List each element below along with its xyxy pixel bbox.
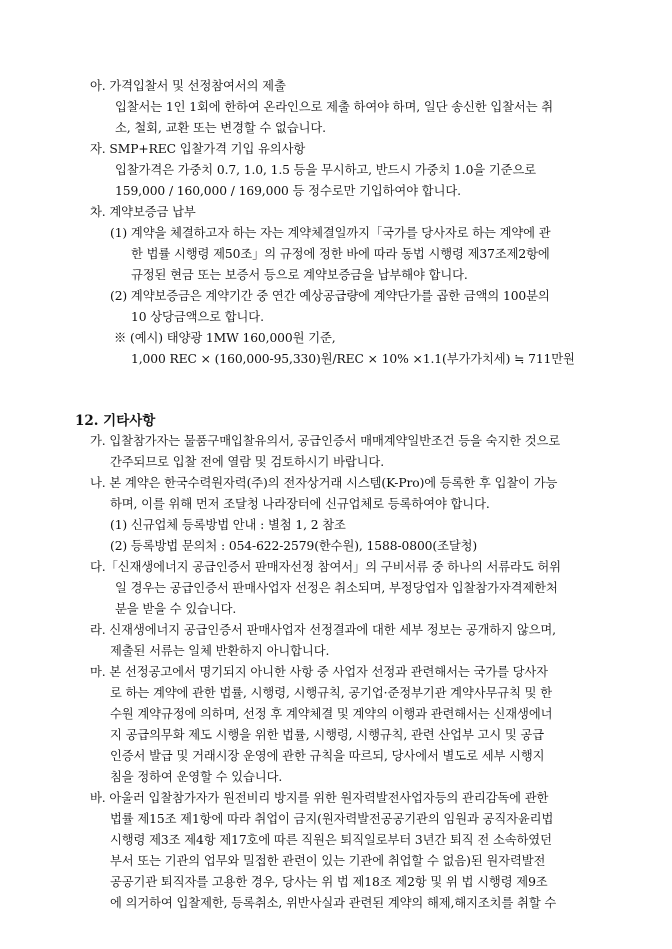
section-cha-title: 차. 계약보증금 납부 [90, 205, 196, 219]
item-ma-line-4: 지 공급의무화 제도 시행을 위한 법률, 시행령, 시행규칙, 관련 산업부 고시 및 공급 [110, 728, 545, 742]
item-ba-line-3: 시행령 제3조 제4항 제17호에 따른 직원은 퇴직일로부터 3년간 퇴직 전 소속하였던 [110, 833, 552, 847]
section-12-heading: 12. 기타사항 [75, 413, 156, 429]
item-ma-line-2: 로 하는 계약에 관한 법률, 시행령, 시행규칙, 공기업·준정부기관 계약사무규칙 및 한 [110, 686, 553, 700]
section-a-line-2: 소, 철회, 교환 또는 변경할 수 없습니다. [115, 121, 326, 135]
item-na-sub-1: (1) 신규업체 등록방법 안내 : 별첨 1, 2 참조 [110, 518, 346, 532]
section-cha-item-1-line-2: 한 법률 시행령 제50조」의 규정에 정한 바에 따라 동법 시행령 제37조제2항에 [131, 247, 550, 261]
item-na-sub-2: (2) 등록방법 문의처 : 054-622-2579(한수원), 1588-0800(조달청) [110, 539, 478, 553]
item-na-line-2: 하며, 이를 위해 먼저 조달청 나라장터에 신규업체로 등록하여야 합니다. [110, 497, 490, 511]
item-ba-line-1: 바. 아울러 입찰참가자가 원전비리 방지를 위한 원자력발전사업자등의 관리감독에 관한 [90, 791, 549, 805]
item-da-line-3: 분을 받을 수 있습니다. [115, 602, 237, 616]
item-ra-line-2: 제출된 서류는 일체 반환하지 아니합니다. [110, 644, 330, 658]
section-cha-item-1-line-3: 규정된 현금 또는 보증서 등으로 계약보증금을 납부해야 합니다. [131, 268, 468, 282]
section-ja-line-1: 입찰가격은 가중치 0.7, 1.0, 1.5 등을 무시하고, 반드시 가중치 1.0을 기준으로 [115, 163, 537, 177]
item-ba-line-4: 부서 또는 기관의 업무와 밀접한 관련이 있는 기관에 취업할 수 없음)된 원자력발전 [110, 854, 546, 868]
section-ja-title: 자. SMP+REC 입찰가격 기입 유의사항 [90, 142, 306, 156]
item-ma-line-3: 수원 계약규정에 의하며, 선정 후 계약체결 및 계약의 이행과 관련해서는 신재생에너 [110, 707, 553, 721]
section-cha-example-line-1: ※ (예시) 태양광 1MW 160,000원 기준, [114, 331, 336, 345]
item-ga-line-2: 간주되므로 입찰 전에 열람 및 검토하시기 바랍니다. [110, 455, 385, 469]
item-ma-line-5: 인증서 발급 및 거래시장 운영에 관한 규칙을 따르되, 당사에서 별도로 세부 시행지 [110, 749, 545, 763]
item-ma-line-6: 침을 정하여 운영할 수 있습니다. [110, 770, 283, 784]
section-ja-line-2: 159,000 / 160,000 / 169,000 등 정수로만 기입하여야 합니다. [115, 184, 461, 198]
section-cha-example-line-2: 1,000 REC × (160,000-95,330)원/REC × 10% ×1.1(부가가치세) ≒ 711만원 [131, 352, 575, 366]
item-ba-line-2: 법률 제15조 제1항에 따라 취업이 금지(원자력발전공공기관의 임원과 공직자윤리법 [110, 812, 554, 826]
section-a-title: 아. 가격입찰서 및 선정참여서의 제출 [90, 79, 286, 93]
section-cha-item-2-line-1: (2) 계약보증금은 계약기간 중 연간 예상공급량에 계약단가를 곱한 금액의 100분의 [110, 289, 550, 303]
section-cha-item-1-line-1: (1) 계약을 체결하고자 하는 자는 계약체결일까지「국가를 당사자로 하는 계약에 관 [110, 226, 551, 240]
item-da-line-2: 일 경우는 공급인증서 판매사업자 선정은 취소되며, 부정당업자 입찰참가자격제한처 [115, 581, 558, 595]
item-ba-line-5: 공공기관 퇴직자를 고용한 경우, 당사는 위 법 제18조 제2항 및 위 법 시행령 제9조 [110, 875, 548, 889]
item-na-line-1: 나. 본 계약은 한국수력원자력(주)의 전자상거래 시스템(K-Pro)에 등록한 후 입찰이 가능 [90, 476, 558, 490]
item-ra-line-1: 라. 신재생에너지 공급인증서 판매사업자 선정결과에 대한 세부 정보는 공개하지 않으며, [90, 623, 556, 637]
item-ba-line-6: 에 의거하여 입찰제한, 등록취소, 위반사실과 관련된 계약의 해제,해지조치를 취할 수 [110, 896, 557, 910]
item-ga-line-1: 가. 입찰참가자는 물품구매입찰유의서, 공급인증서 매매계약일반조건 등을 숙지한 것으로 [90, 434, 561, 448]
item-da-line-1: 다.「신재생에너지 공급인증서 판매자선정 참여서」의 구비서류 중 하나의 서류라도 허위 [90, 560, 561, 574]
item-ma-line-1: 마. 본 선정공고에서 명기되지 아니한 사항 중 사업자 선정과 관련해서는 국가를 당사자 [90, 665, 548, 679]
section-a-line-1: 입찰서는 1인 1회에 한하여 온라인으로 제출 하여야 하며, 일단 송신한 입찰서는 취 [115, 100, 554, 114]
section-cha-item-2-line-2: 10 상당금액으로 합니다. [131, 310, 264, 324]
